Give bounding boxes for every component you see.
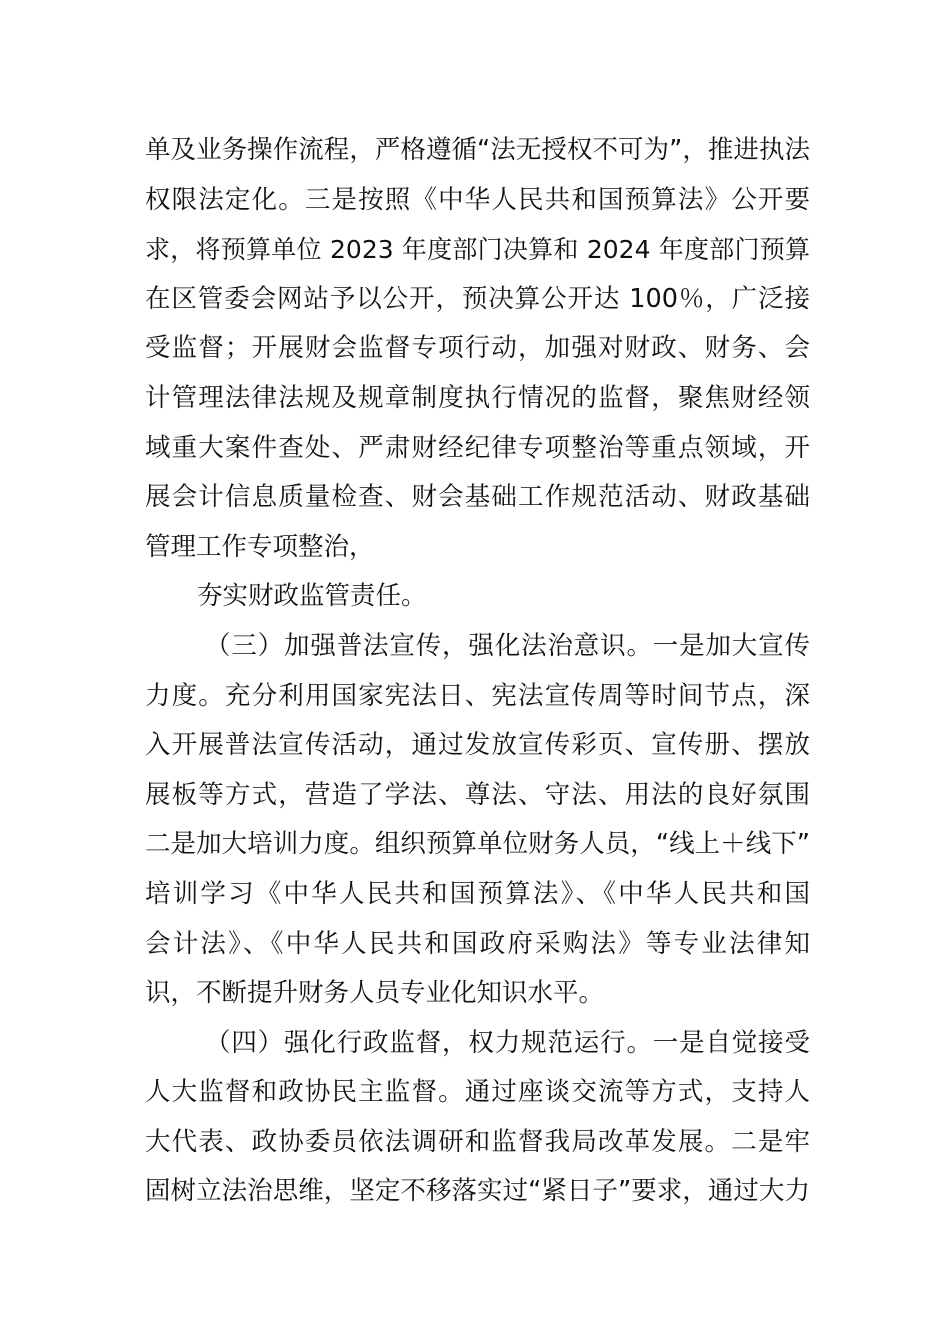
- text-line: 固树立法治思维，坚定不移落实过“紧日子”要求，通过大力: [145, 1176, 810, 1207]
- text-line: 展板等方式，营造了学法、尊法、守法、用法的良好氛围: [145, 779, 810, 810]
- text-line: 受监督；开展财会监督专项行动，加强对财政、财务、会: [145, 333, 810, 364]
- text-line: 二是加大培训力度。组织预算单位财务人员，“线上＋线下”: [145, 829, 810, 860]
- text-line: 夯实财政监管责任。: [197, 581, 427, 612]
- text-line: 力度。充分利用国家宪法日、宪法宣传周等时间节点，深: [145, 680, 810, 711]
- section-heading-3: （三）加强普法宣传，强化法治意识。一是加大宣传: [205, 630, 810, 661]
- text-line: 入开展普法宣传活动，通过发放宣传彩页、宣传册、摆放: [145, 730, 810, 761]
- text-line: 识，不断提升财务人员专业化知识水平。: [145, 978, 605, 1009]
- text-line: 求，将预算单位 2023 年度部门决算和 2024 年度部门预算: [145, 235, 810, 265]
- text-line: 展会计信息质量检查、财会基础工作规范活动、财政基础: [145, 482, 810, 513]
- document-body: [145, 126, 810, 1217]
- text-line: 在区管委会网站予以公开，预决算公开达 100％，广泛接: [145, 283, 810, 314]
- text-line: 域重大案件查处、严肃财经纪律专项整治等重点领域，开: [145, 432, 810, 463]
- text-line: 大代表、政协委员依法调研和监督我局改革发展。二是牢: [145, 1126, 810, 1157]
- text-line: 会计法》、《中华人民共和国政府采购法》等专业法律知: [145, 928, 810, 959]
- text-line: 管理工作专项整治，: [145, 531, 375, 562]
- text-line: 权限法定化。三是按照《中华人民共和国预算法》公开要: [145, 184, 810, 215]
- section-heading-4: （四）强化行政监督，权力规范运行。一是自觉接受: [205, 1027, 810, 1058]
- text-line: 人大监督和政协民主监督。通过座谈交流等方式，支持人: [145, 1077, 810, 1108]
- text-line: 培训学习《中华人民共和国预算法》、《中华人民共和国: [145, 878, 810, 909]
- text-line: 单及业务操作流程，严格遵循“法无授权不可为”，推进执法: [145, 135, 810, 165]
- text-line: 计管理法律法规及规章制度执行情况的监督，聚焦财经领: [145, 382, 810, 413]
